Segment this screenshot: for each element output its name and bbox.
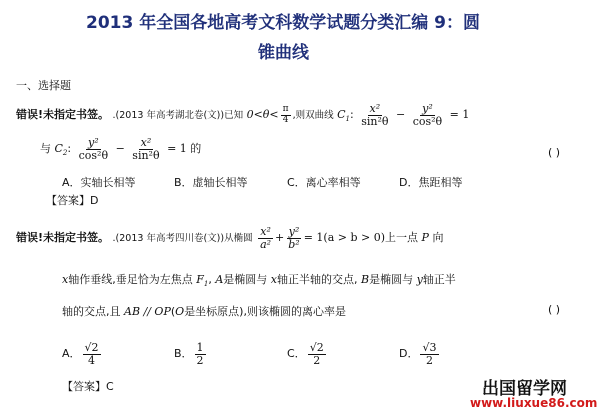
y2-over-cos2-b: $\frac{\text{y²}}{\text{cos²θ}}$ (78, 136, 109, 162)
pi-over-4: $\frac{\pi}{4}$ (282, 104, 289, 125)
q1-option-a: A．实轴长相等 (62, 176, 136, 189)
q2-source: .(2013 年高考四川卷(文))从椭圆 (112, 233, 253, 245)
q1-option-b: B．虚轴长相等 (174, 176, 248, 189)
x2-over-a2: $\frac{\text{x²}}{\text{a²}}$ (260, 225, 272, 251)
question-1-line1: 错误!未指定书签。 .(2013 年高考湖北卷(文))已知 0<θ< $\frac{\pi}{4}$ ,则双曲线 $C_1$: $\frac{\text{x²}}{\text{sin²θ}}$ − $\frac{\text{y²}}{\text{cos²θ}}$ = 1 (16, 102, 470, 128)
error-label: 错误!未指定书签。 (16, 231, 110, 245)
c2-label: $C_2$ (54, 142, 68, 158)
section-heading: 一、选择题 (16, 79, 71, 92)
q1-source: .(2013 年高考湖北卷(文))已知 (112, 110, 244, 122)
q2-option-c: C． $\frac{√2}{2}$ (287, 341, 324, 367)
q2-option-d: D． $\frac{√3}{2}$ (399, 341, 437, 367)
q2-answer-paren: ( ) (548, 303, 561, 316)
q1-answer: 【答案】D (46, 194, 99, 207)
page-title-line1: 2013 年全国各地高考文科数学试题分类汇编 9：圆 (86, 13, 480, 33)
c1-label: $C_1$ (337, 108, 350, 124)
x2-over-sin2-b: $\frac{\text{x²}}{\text{sin²θ}}$ (132, 136, 160, 162)
q2-option-b: B． $\frac{1}{2}$ (174, 341, 204, 367)
q1-option-c: C．离心率相等 (287, 176, 361, 189)
error-label: 错误!未指定书签。 (16, 108, 110, 122)
q1-answer-paren: ( ) (548, 146, 561, 159)
q1-option-d: D．焦距相等 (399, 176, 463, 189)
y2-over-cos2: $\frac{\text{y²}}{\text{cos²θ}}$ (412, 102, 443, 128)
question-1-line2: 与 $C_2$: $\frac{\text{y²}}{\text{cos²θ}}$ − $\frac{\text{x²}}{\text{sin²θ}}$ = 1 的 (40, 136, 202, 162)
watermark-brand: 出国留学网 (482, 379, 567, 399)
q2-answer: 【答案】C (62, 380, 114, 393)
q2-option-a: A． $\frac{√2}{4}$ (62, 341, 99, 367)
page-title-line2: 锥曲线 (258, 43, 309, 63)
y2-over-b2: $\frac{\text{y²}}{\text{b²}}$ (288, 225, 300, 251)
x2-over-sin2: $\frac{\text{x²}}{\text{sin²θ}}$ (361, 102, 389, 128)
question-2-line2: x轴作垂线,垂足恰为左焦点 $F_1$, A是椭圆与 x轴正半轴的交点, B是椭圆与 y轴正半 (62, 273, 456, 289)
q1-cond: 0<θ< (246, 108, 279, 122)
watermark-url: www.liuxue86.com (470, 396, 598, 410)
question-2-line3: 轴的交点,且 AB // OP(O是坐标原点),则该椭圆的离心率是 (62, 305, 346, 318)
question-2-line1: 错误!未指定书签。 .(2013 年高考四川卷(文))从椭圆 $\frac{\text{x²}}{\text{a²}}$ + $\frac{\text{y²}}{\text{b²}}$ = 1(a > b > 0)上一点 P 向 (16, 225, 444, 251)
